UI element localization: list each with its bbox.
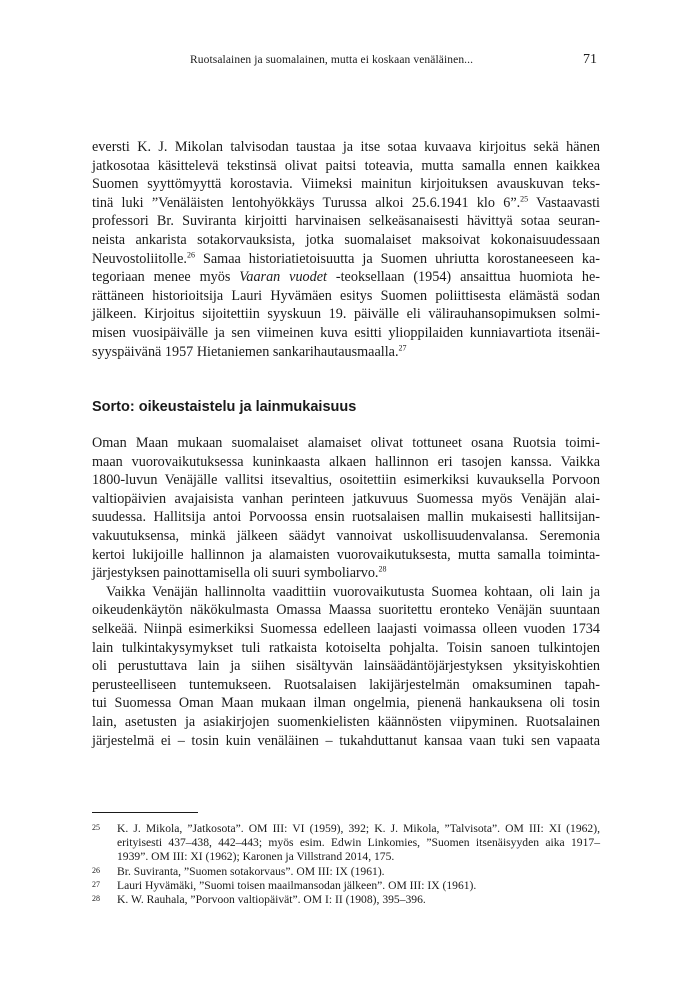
footnote-ref: 27 [398,342,407,352]
footnotes [92,822,600,907]
text-line: oli perustuttava lain ja siihen sisältyvän lainsäädäntöjärjestyksen yksityiskohtien [92,658,600,675]
footnote-ref: 28 [378,564,387,574]
text-line: Vaikka Venäjän hallinnolta vaadittiin vuorovaikutusta Suomea kohtaan, oli lain ja [106,583,600,600]
footnote-line: erityisesti 437–438, 442–443; myös esim. Edwin Linkomies, ”Suomen itsenäisyyden aika 1917– [117,836,600,850]
text-line: Suomen syyttömyyttä korostavia. Viimeksi mainitun kirjoituksen avauskuvan teks- [92,176,600,193]
footnote-25 [92,822,600,865]
footnote-line: 1939”. OM III: XI (1962); Karonen ja Villstrand 2014, 175. [117,850,395,864]
text-line: tinä luki ”Venäläisten lentohyökkäys Turussa alkoi 25.6.1941 klo 6”.$^{25}$ Vastaavasti [92,194,600,211]
text-line: järjestelmä ei – tosin kuin venäläinen – tukahduttanut kansaa vaan tuki sen vapaata [92,732,600,749]
text-line: perusteelliseen tuntemukseen. Ruotsalaisen lakijärjestelmän omaksuminen tapah- [92,676,600,693]
text-line: tegoriaan menee myös Vaaran vuodet -teoksellaan (1954) ansaittua huomiota he- [92,269,601,286]
paragraph-2 [92,434,600,750]
text-line: järjestyksen painottamisella oli suuri symboliarvo.$^{28}$ [92,564,387,582]
text-line: selkeää. Niinpä esimerkiksi Suomessa edelleen laajasti voimassa olleen vuoden 1734 [92,620,600,637]
text-line: tui Suomessa Oman Maan mukaan ilman ongelmia, pienenä hankauksena oli tosin [92,695,600,712]
text-line: lain tulkintakysymykset tuli ratkaista kotoiselta pohjalta. Toisin sanoen tulkintojen [92,639,600,656]
text-line: misen vuosipäivälle ja sen viimeinen kuva esitti ylioppilaiden kunniavartiota itsenäi- [92,324,600,341]
text-line: maan vuorovaikutuksessa kuninkaasta alkaen hallinnon eri tasojen kanssa. Vaikka [92,453,600,470]
text-line: vakuutuksensa, minkä jälkeen säädyt vannoivat uskollisuudenvalansa. Seremonia [92,527,600,544]
text-line: jälkeen. Kirjoitus sijoitettiin syyskuun 19. päivälle eli välirauhansopimuksen solmi- [92,306,600,323]
running-header: Ruotsalainen ja suomalainen, mutta ei koskaan venäläinen... [190,54,474,66]
footnote-line: Br. Suviranta, ”Suomen sotakorvaus”. OM III: IX (1961). [117,864,385,878]
footnote-line: Lauri Hyvämäki, ”Suomi toisen maailmansodan jälkeen”. OM III: IX (1961). [117,878,477,892]
section-heading: Sorto: oikeustaistelu ja lainmukaisuus [92,399,357,415]
paragraph-1 [92,138,600,361]
footnote-26 [92,865,600,879]
footnote-number: 25 [92,823,100,832]
footnote-number: 28 [92,894,100,904]
footnote-number: 27 [92,879,100,889]
text-line: eversti K. J. Mikolan talvisodan taustaa ja itse sotaa kuvaava kirjoitus sekä hänen [92,139,600,155]
text-line: valtiopäivien avajaisista vanhan perinteen jatkuvuus Suomessa myös Venäjän alai- [92,490,600,507]
text-line: Neuvostoliitolle.$^{26}$ Samaa historiatietoisuutta ja Suomen uhriutta korostaneeseen ka- [92,249,600,267]
text-line: Oman Maan mukaan suomalaiset alamaiset olivat tottuneet osana Ruotsia toimi- [92,435,600,451]
footnote-number: 26 [92,865,100,875]
footnote-28 [92,893,600,907]
text-line: oikeudenkäytön näkökulmasta Omassa Maassa suoritettu eronteko Venäjän suuntaan [92,602,600,619]
footnote-27 [92,879,600,893]
text-line: neista ankarista sotakorvauksista, jotka suomalaiset maksoivat kokonaisuudessaan [92,231,600,248]
text-line: 1800-luvun Venäjälle vallitsi itsevaltius, osoitettiin esimerkiksi kuvauksella Porvoon [92,472,600,489]
footnote-ref: 25 [520,194,529,204]
text-line: lain, asetusten ja asiakirjojen suomenkielisten käännösten viipyminen. Ruotsalainen [92,713,600,730]
footnote-ref: 26 [186,249,195,259]
footnote-line: K. J. Mikola, ”Jatkosota”. OM III: VI (1959), 392; K. J. Mikola, ”Talvisota”. OM III: XI (1962), [117,822,600,835]
text-line: kertoi lukijoille hallinnon ja alamaisten vuorovaikutuksesta, mutta samalla toiminta- [92,546,600,563]
text-line: suudessa. Hallitsija antoi Porvoossa ensin ruotsalaisen mallin mukaisesti hallitsijan- [92,509,600,526]
text-line: jatkosotaa käsittelevä tekstinsä olivat paitsi toteavia, mutta samalla ennen kaikkea [92,157,600,174]
book-title: Vaaran vuodet [239,269,327,286]
text-line: syyspäivänä 1957 Hietaniemen sankarihautausmaalla.$^{27}$ [92,342,407,360]
text-line: rättäneen historioitsija Lauri Hyvämäen esitys Suomen poliittisesta elämästä sodan [92,287,600,304]
footnote-line: K. W. Rauhala, ”Porvoon valtiopäivät”. OM I: II (1908), 395–396. [117,893,426,907]
page-number: 71 [583,52,597,67]
text-line: professori Br. Suviranta kirjoitti harvinaisen selkeäsanaisesti hävittyä sotaa seuran- [92,213,600,230]
footnote-divider [92,812,198,813]
